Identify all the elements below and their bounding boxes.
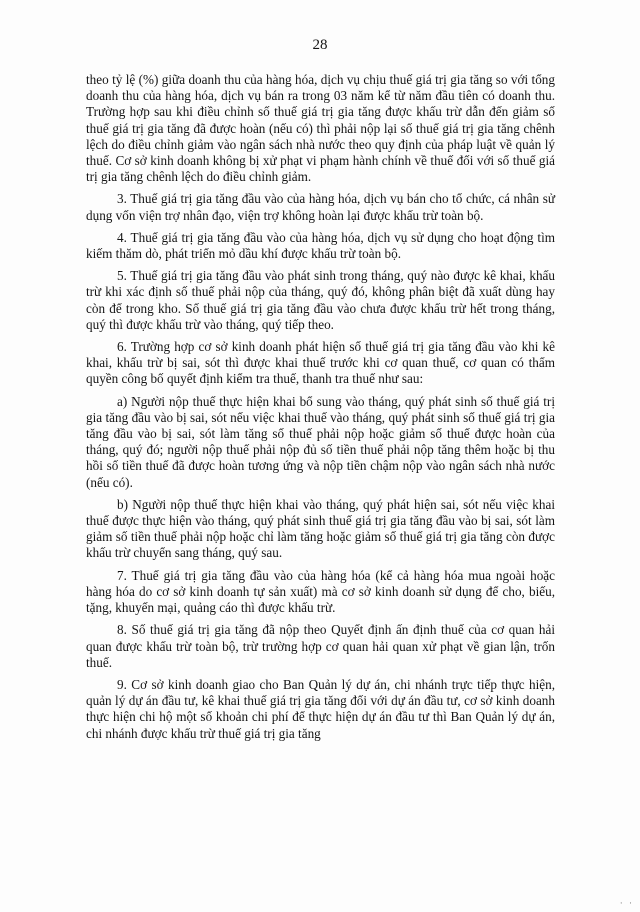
paragraph-clause-9: 9. Cơ sở kinh doanh giao cho Ban Quản lý dự án, chi nhánh trực tiếp thực hiện, quản lý dự án đầu tư, kê khai thuế giá trị gia tăng đối với dự án đầu tư, cơ sở kinh doanh thực hiện chi hộ một số khoản chi phí để thực hiện dự án đầu tư thì Ban Quản lý dự án, chi nhánh được khấu trừ thuế giá trị gia tăng <box>86 676 555 741</box>
scan-specks: · · <box>619 898 634 908</box>
paragraph-clause-6b: b) Người nộp thuế thực hiện khai vào tháng, quý phát hiện sai, sót nếu việc khai thuế được thực hiện vào tháng, quý phát sinh thuế giá trị gia tăng đầu vào bị sai, sót làm giảm số tiền thuế phải nộp hoặc chỉ làm tăng hoặc giảm số thuế giá trị gia tăng còn được khấu trừ chuyển sang tháng, quý sau. <box>86 496 555 561</box>
paragraph-clause-3: 3. Thuế giá trị gia tăng đầu vào của hàng hóa, dịch vụ bán cho tổ chức, cá nhân sử dụng vốn viện trợ nhân đạo, viện trợ không hoàn lại được khấu trừ toàn bộ. <box>86 191 555 223</box>
paragraph-clause-6a: a) Người nộp thuế thực hiện khai bổ sung vào tháng, quý phát sinh số thuế giá trị gia tăng đầu vào bị sai, sót nếu việc khai thuế vào tháng, quý phát sinh số thuế giá trị gia tăng đầu vào bị sai, sót làm tăng số thuế phải nộp hoặc giảm số thuế được hoàn của tháng, quý đó; người nộp thuế phải nộp đủ số tiền thuế phải nộp tăng thêm hoặc bị thu hồi số tiền thuế đã được hoàn tương ứng và nộp tiền chậm nộp vào ngân sách nhà nước (nếu có). <box>86 393 555 490</box>
paragraph-clause-6: 6. Trường hợp cơ sở kinh doanh phát hiện số thuế giá trị gia tăng đầu vào khi kê khai, khấu trừ bị sai, sót thì được khai thuế trước khi cơ quan thuế, cơ quan có thẩm quyền công bố quyết định kiểm tra thuế, thanh tra thuế như sau: <box>86 339 555 387</box>
paragraph-clause-7: 7. Thuế giá trị gia tăng đầu vào của hàng hóa (kể cả hàng hóa mua ngoài hoặc hàng hóa do cơ sở kinh doanh tự sản xuất) mà cơ sở kinh doanh sử dụng để cho, biếu, tặng, khuyến mại, quảng cáo thì được khấu trừ. <box>86 567 555 616</box>
page-number: 28 <box>312 37 328 53</box>
paragraph-clause-5: 5. Thuế giá trị gia tăng đầu vào phát sinh trong tháng, quý nào được kê khai, khấu trừ khi xác định số thuế phải nộp của tháng, quý đó, không phân biệt đã xuất dùng hay còn để trong kho. Số thuế giá trị gia tăng đầu vào chưa được khấu trừ hết trong tháng, quý thì được khấu trừ vào tháng, quý tiếp theo. <box>86 268 555 332</box>
paragraph-continuation: theo tỷ lệ (%) giữa doanh thu của hàng hóa, dịch vụ chịu thuế giá trị gia tăng so với tổng doanh thu của hàng hóa, dịch vụ bán ra trong 03 năm kể từ năm đầu tiên có doanh thu. Trường hợp sau khi điều chỉnh số thuế giá trị gia tăng được khấu trừ dẫn đến giảm số thuế giá trị gia tăng đã được hoàn (nếu có) thì phải nộp lại số thuế giá trị gia tăng chênh lệch do điều chỉnh giảm vào ngân sách nhà nước theo quy định của pháp luật về quản lý thuế. Cơ sở kinh doanh không bị xử phạt vi phạm hành chính về thuế đối với số thuế giá trị gia tăng chênh lệch do điều chỉnh giảm. <box>86 72 555 185</box>
paragraph-clause-8: 8. Số thuế giá trị gia tăng đã nộp theo Quyết định ấn định thuế của cơ quan hải quan được khấu trừ toàn bộ, trừ trường hợp cơ quan hải quan xử phạt về gian lận, trốn thuế. <box>86 622 555 670</box>
paragraph-clause-4: 4. Thuế giá trị gia tăng đầu vào của hàng hóa, dịch vụ sử dụng cho hoạt động tìm kiếm thăm dò, phát triển mỏ dầu khí được khấu trừ toàn bộ. <box>86 229 555 262</box>
document-body <box>86 72 555 748</box>
